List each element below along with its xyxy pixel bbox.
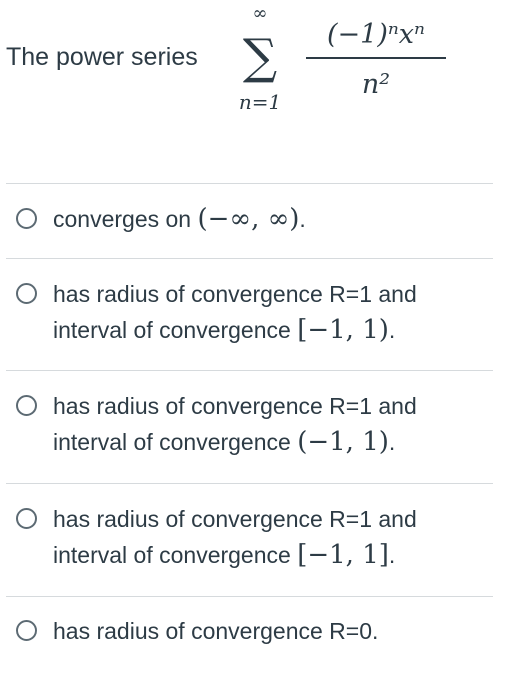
answer-line: has radius of convergence R=1 and	[53, 393, 417, 419]
radio-button[interactable]	[16, 508, 37, 529]
answer-line: has radius of convergence R=1 and	[53, 281, 417, 307]
answer-label	[53, 201, 493, 237]
answer-label	[53, 388, 493, 460]
sigma-symbol: ∑	[242, 29, 278, 85]
answer-option-3[interactable]	[6, 388, 493, 462]
answer-option-5[interactable]	[6, 613, 493, 651]
answer-option-1[interactable]	[6, 201, 493, 239]
radio-button[interactable]	[16, 395, 37, 416]
question-lead-text: The power series	[6, 43, 198, 71]
series-term-fraction	[304, 12, 448, 114]
answer-divider	[6, 183, 493, 184]
interval-math: [−1, 1)	[297, 315, 389, 345]
answer-punctuation: .	[388, 317, 396, 343]
sum-lower-limit: n=1	[238, 90, 282, 114]
radio-button[interactable]	[16, 283, 37, 304]
answer-divider	[6, 370, 493, 371]
radio-button[interactable]	[16, 620, 37, 641]
answer-divider	[6, 483, 493, 484]
answer-text: interval of convergence	[53, 542, 298, 568]
answer-option-2[interactable]	[6, 276, 493, 350]
answer-line	[53, 312, 493, 348]
interval-math: (−∞, ∞)	[197, 204, 300, 234]
radio-button[interactable]	[16, 208, 37, 229]
answer-punctuation: .	[388, 542, 396, 568]
answer-label	[53, 613, 493, 649]
fraction-denominator: n²	[361, 69, 391, 100]
answer-divider	[6, 258, 493, 259]
answer-line	[53, 201, 493, 237]
answer-label	[53, 501, 493, 573]
answer-text: interval of convergence	[53, 429, 298, 455]
answer-text: converges on	[53, 206, 198, 232]
sum-upper-limit: ∞	[252, 3, 268, 24]
summation	[234, 0, 286, 122]
answer-punctuation: .	[388, 429, 396, 455]
answer-option-4[interactable]	[6, 501, 493, 575]
answer-line	[53, 424, 493, 460]
answer-line	[53, 537, 493, 573]
fraction-bar	[306, 57, 446, 59]
question-prompt	[6, 0, 521, 130]
answer-punctuation: .	[299, 206, 306, 232]
answer-line: has radius of convergence R=0.	[53, 618, 379, 644]
answer-line: has radius of convergence R=1 and	[53, 506, 417, 532]
interval-math: [−1, 1]	[297, 540, 389, 570]
answer-label	[53, 276, 493, 348]
interval-math: (−1, 1)	[297, 427, 389, 457]
fraction-numerator: (−1)ⁿxⁿ	[327, 19, 425, 50]
answer-text: interval of convergence	[53, 317, 298, 343]
answer-divider	[6, 596, 493, 597]
